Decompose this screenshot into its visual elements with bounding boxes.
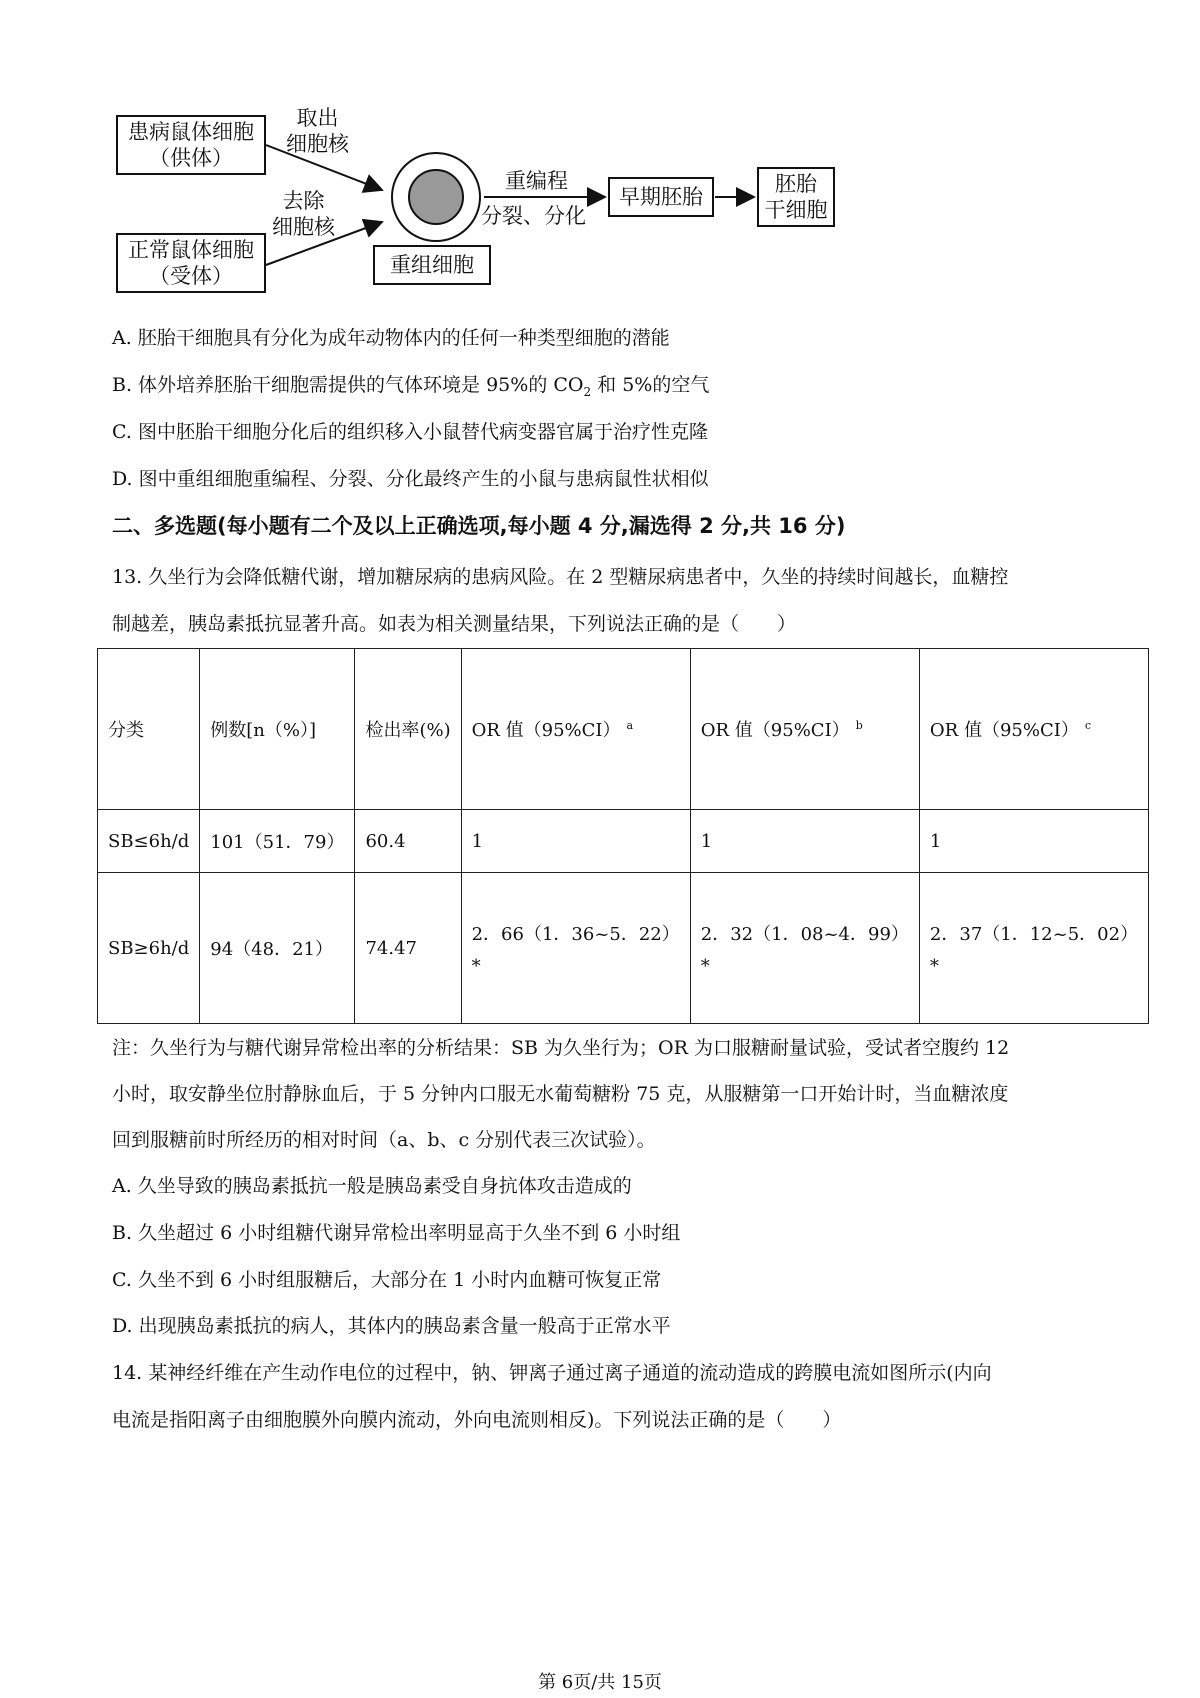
header-cell: OR 值（95%CI） $^b$ (690, 649, 919, 810)
recombinant-cell-box (373, 245, 491, 285)
divide-differentiate-label: 分裂、分化 (481, 204, 586, 228)
q13-note-3: 回到服糖前时所经历的相对时间（a、b、c 分别代表三次试验）。 (112, 1129, 656, 1151)
q12-option-c: C. 图中胚胎干细胞分化后的组织移入小鼠替代病变器官属于治疗性克隆 (112, 421, 708, 443)
q13-option-c: C. 久坐不到 6 小时组服糖后，大部分在 1 小时内血糖可恢复正常 (112, 1269, 662, 1291)
table-cell: SB≥6h/d (98, 873, 200, 1024)
q13-stem-1: 13. 久坐行为会降低糖代谢，增加糖尿病的患病风险。在 2 型糖尿病患者中，久坐的持续时间越长，血糖控 (112, 566, 1009, 588)
cloning-diagram (0, 0, 1200, 300)
stem-cell-label-2: 干细胞 (764, 198, 828, 222)
header-cell: 检出率(%) (355, 649, 461, 810)
table-cell: 101（51．79） (200, 810, 355, 873)
q13-table (97, 648, 1149, 1024)
stem-cell-label-1: 胚胎 (775, 172, 817, 196)
q12-option-b-pre: B. 体外培养胚胎干细胞需提供的气体环境是 95%的 CO (112, 374, 584, 396)
q12-option-d: D. 图中重组细胞重编程、分裂、分化最终产生的小鼠与患病鼠性状相似 (112, 468, 709, 490)
table-cell: SB≤6h/d (98, 810, 200, 873)
reprogram-label: 重编程 (505, 169, 568, 193)
header-cell: OR 值（95%CI） $^a$ (461, 649, 690, 810)
recombinant-cell-label: 重组细胞 (390, 253, 474, 277)
early-embryo-box (608, 177, 714, 217)
remove-nucleus-1: 去除 (282, 189, 325, 213)
table-cell: 2．32（1．08~4．99） * (690, 873, 919, 1024)
donor-label-2: （供体） (149, 146, 233, 170)
table-cell: 74.47 (355, 873, 461, 1024)
table-row (98, 810, 1149, 873)
table-cell: 94（48．21） (200, 873, 355, 1024)
q12-option-b (112, 373, 709, 404)
table-cell: 1 (461, 810, 690, 873)
recipient-label-2: （受体） (149, 264, 233, 288)
q13-stem-2: 制越差，胰岛素抵抗显著升高。如表为相关测量结果，下列说法正确的是（ ） (112, 613, 797, 635)
table-cell: 60.4 (355, 810, 461, 873)
remove-nucleus-2: 细胞核 (272, 215, 335, 239)
header-cell: 分类 (98, 649, 200, 810)
remove-nucleus-label (272, 188, 335, 240)
q14-stem-1: 14. 某神经纤维在产生动作电位的过程中，钠、钾离子通过离子通道的流动造成的跨膜电流如图所示(内向 (112, 1362, 992, 1384)
recombinant-cell-nucleus (409, 170, 463, 224)
q13-option-d: D. 出现胰岛素抵抗的病人，其体内的胰岛素含量一般高于正常水平 (112, 1315, 671, 1337)
table-cell: 2．37（1．12~5．02） * (919, 873, 1148, 1024)
table-header-row (98, 649, 1149, 810)
donor-label-1: 患病鼠体细胞 (128, 120, 254, 144)
table-cell: 1 (690, 810, 919, 873)
take-nucleus-2: 细胞核 (286, 132, 349, 156)
early-embryo-label: 早期胚胎 (619, 185, 703, 209)
recipient-box (116, 233, 266, 293)
header-cell: OR 值（95%CI） $^c$ (919, 649, 1148, 810)
table-cell: 2．66（1．36~5．22） * (461, 873, 690, 1024)
take-nucleus-label (286, 105, 349, 157)
q13-option-a: A. 久坐导致的胰岛素抵抗一般是胰岛素受自身抗体攻击造成的 (112, 1175, 632, 1197)
recipient-label-1: 正常鼠体细胞 (128, 238, 254, 262)
section-title: 二、多选题(每小题有二个及以上正确选项,每小题 4 分,漏选得 2 分,共 16 分) (112, 514, 846, 538)
q13-option-b: B. 久坐超过 6 小时组糖代谢异常检出率明显高于久坐不到 6 小时组 (112, 1222, 681, 1244)
q12-option-a: A. 胚胎干细胞具有分化为成年动物体内的任何一种类型细胞的潜能 (112, 327, 670, 349)
table-row (98, 873, 1149, 1024)
stem-cell-box (757, 167, 835, 227)
header-cell: 例数[n（%）] (200, 649, 355, 810)
q12-option-b-post: 和 5%的空气 (591, 374, 710, 396)
q12-option-b-sub: 2 (583, 384, 592, 399)
q13-note-1: 注：久坐行为与糖代谢异常检出率的分析结果：SB 为久坐行为；OR 为口服糖耐量试验，受试者空腹约 12 (112, 1037, 1010, 1059)
q14-stem-2: 电流是指阳离子由细胞膜外向膜内流动，外向电流则相反)。下列说法正确的是（ ） (112, 1409, 842, 1431)
donor-box (116, 115, 266, 175)
table-cell: 1 (919, 810, 1148, 873)
q13-note-2: 小时，取安静坐位肘静脉血后，于 5 分钟内口服无水葡萄糖粉 75 克，从服糖第一口开始计时，当血糖浓度 (112, 1083, 1009, 1105)
take-nucleus-1: 取出 (296, 106, 339, 130)
page-number: 第 6页/共 15页 (538, 1672, 662, 1693)
